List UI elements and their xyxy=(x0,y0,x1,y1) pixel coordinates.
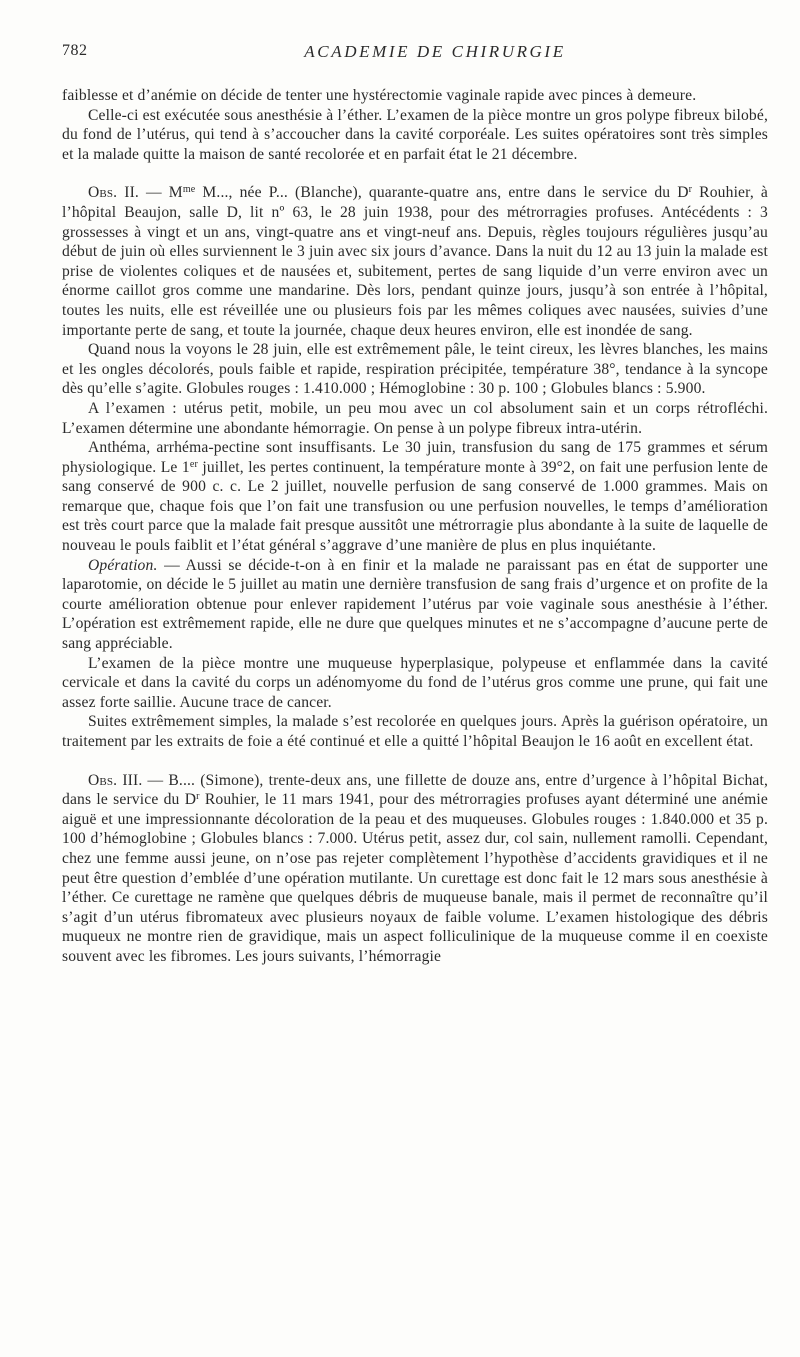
observation-text: Rouhier, à l’hôpital Beaujon, salle D, lit nº 63, le 28 juin 1938, pour des métrorragies profuses. Antécédents : 3 grossesses à vingt et un ans, vingt-quatre ans et vingt-neuf ans. Depuis, règles toujours régulières jusqu’au début de juin où elles surviennent le 3 juin avec six jours d’avance. Dans la nuit du 12 au 13 juin la malade est prise de violentes coliques et de nausées et, subitement, pertes de sang liquide d’un verre environ avec un énorme caillot gros comme une mandarine. Dès lors, pendant quinze jours, jusqu’à son entrée à l’hôpital, toutes les nuits, elle est réveillée une ou plusieurs fois par les mêmes coliques avec nausées, suivies d’une importante perte de sang, et toute la journée, chaque deux heures environ, elle est inondée de sang. xyxy=(62,184,769,339)
observation-text: Rouhier, le 11 mars 1941, pour des métrorragies profuses ayant déterminé une anémie aiguë et une impressionnante décoloration de la peau et des muqueuses. Globules rouges : 1.840.000 et 35 p. 100 d’hémoglobine ; Globules blancs : 7.000. Utérus petit, assez dur, col sain, nullement ramolli. Cependant, chez une femme aussi jeune, on n’ose pas rejeter complètement l’hypothèse d’accidents gravidiques et il ne peut être question d’emblée d’une opération mutilante. Un curettage est donc fait le 12 mars sous anesthésie à l’éther. Ce curettage ne ramène que quelques débris de muqueuse banale, mais il permet de reconnaître qu’il s’agit d’un utérus fibromateux avec plusieurs noyaux de faible volume. L’examen histologique des débris muqueux ne montre rien de gravidique, mais un aspect folliculinique de la muqueuse comme il en coexiste souvent avec les fibromes. Les jours suivants, l’hémorragie xyxy=(62,791,768,965)
paragraph-text: Anthéma, arrhéma-pectine sont insuffisants. Le 30 juin, transfusion du sang de 175 grammes et sérum physiologique. Le 1 xyxy=(62,439,768,476)
page-header xyxy=(62,42,768,66)
paragraph-hysterectomy: Celle-ci est exécutée sous anesthésie à l’éther. L’examen de la pièce montre un gros polype fibreux bilobé, du fond de l’utérus, qui tend à s’accoucher dans la cavité corporéale. Les suites opératoires sont très simples et la malade quitte la maison de santé recolorée et en parfait état le 21 décembre. xyxy=(62,106,768,163)
paragraph-continuation: faiblesse et d’anémie on décide de tenter une hystérectomie vaginale rapide avec pinces à demeure. xyxy=(62,87,697,104)
section-label: Opération. xyxy=(88,556,158,574)
superscript: r xyxy=(688,184,693,196)
observation-text: — B.... (Simone), trente-deux ans, une fillette de douze ans, entre d’urgence à l’hôpital Bichat, dans le service du D xyxy=(62,771,769,809)
observation-label: Obs. II. xyxy=(88,184,139,202)
paragraph-text: juillet, les pertes continuent, la température monte à 39°2, on fait une perfusion lente de sang conservé de 900 c. c. Le 2 juillet, nouvelle perfusion de sang conservé de 1.000 grammes. Mais on remarque que, chaque fois que l’on fait une transfusion ou une perfusion nouvelles, le temps d’amélioration est très court parce que la malade fait presque aussitôt une métrorragie plus abondante à la suite de laquelle de nouveau le pouls faiblit et l’état général s’aggrave d’une manière de plus en plus inquiétante. xyxy=(62,458,768,555)
superscript: er xyxy=(189,458,198,470)
observation-text: — M xyxy=(138,184,183,202)
observation-3 xyxy=(62,771,768,967)
paragraph-examination: A l’examen : utérus petit, mobile, un peu mou avec un col absolument sain et un corps rétrofléchi. L’examen détermine une abondante hémorragie. On pense à un polype fibreux intra-utérin. xyxy=(62,399,768,437)
superscript: me xyxy=(182,184,196,196)
running-title: ACADEMIE DE CHIRURGIE xyxy=(304,42,566,61)
page-number: 782 xyxy=(62,42,88,59)
observation-2 xyxy=(62,183,768,340)
paragraph-transfusions xyxy=(62,438,768,556)
paragraph-outcome: Suites extrêmement simples, la malade s’est recolorée en quelques jours. Après la guérison opératoire, un traitement par les extraits de foie a été continué et elle a quitté l’hôpital Beaujon le 16 août en excellent état. xyxy=(62,713,768,750)
paragraph-text: — Aussi se décide-t-on à en finir et la malade ne paraissant pas en état de supporter une laparotomie, on décide le 5 juillet au matin une dernière transfusion de sang frais d’urgence et on profite de la courte amélioration obtenue pour enlever rapidement l’utérus par voie vaginale sous anesthésie à l’éther. L’opération est extrêmement rapide, elle ne dure que quelques minutes et ne s’accompagne d’aucune perte de sang appréciable. xyxy=(62,556,768,653)
paragraph-operation xyxy=(62,556,768,654)
paragraph-admission-status: Quand nous la voyons le 28 juin, elle est extrêmement pâle, le teint cireux, les lèvres blanches, les mains et les ongles décolorés, pouls faible et rapide, respiration précipitée, température 38°, tendance à la syncope dès qu’elle s’agite. Globules rouges : 1.410.000 ; Hémoglobine : 30 p. 100 ; Globules blancs : 5.900. xyxy=(62,341,768,398)
observation-label: Obs. III. xyxy=(88,771,143,789)
observation-text: M..., née P... (Blanche), quarante-quatre ans, entre dans le service du D xyxy=(195,184,689,202)
superscript: r xyxy=(196,791,200,803)
paragraph-specimen: L’examen de la pièce montre une muqueuse hyperplasique, polypeuse et enflammée dans la cavité cervicale et dans la cavité du corps un adénomyome du fond de l’utérus gros comme une prune, qui fait une assez forte saillie. Aucune trace de cancer. xyxy=(62,654,768,711)
body-text xyxy=(62,86,768,967)
